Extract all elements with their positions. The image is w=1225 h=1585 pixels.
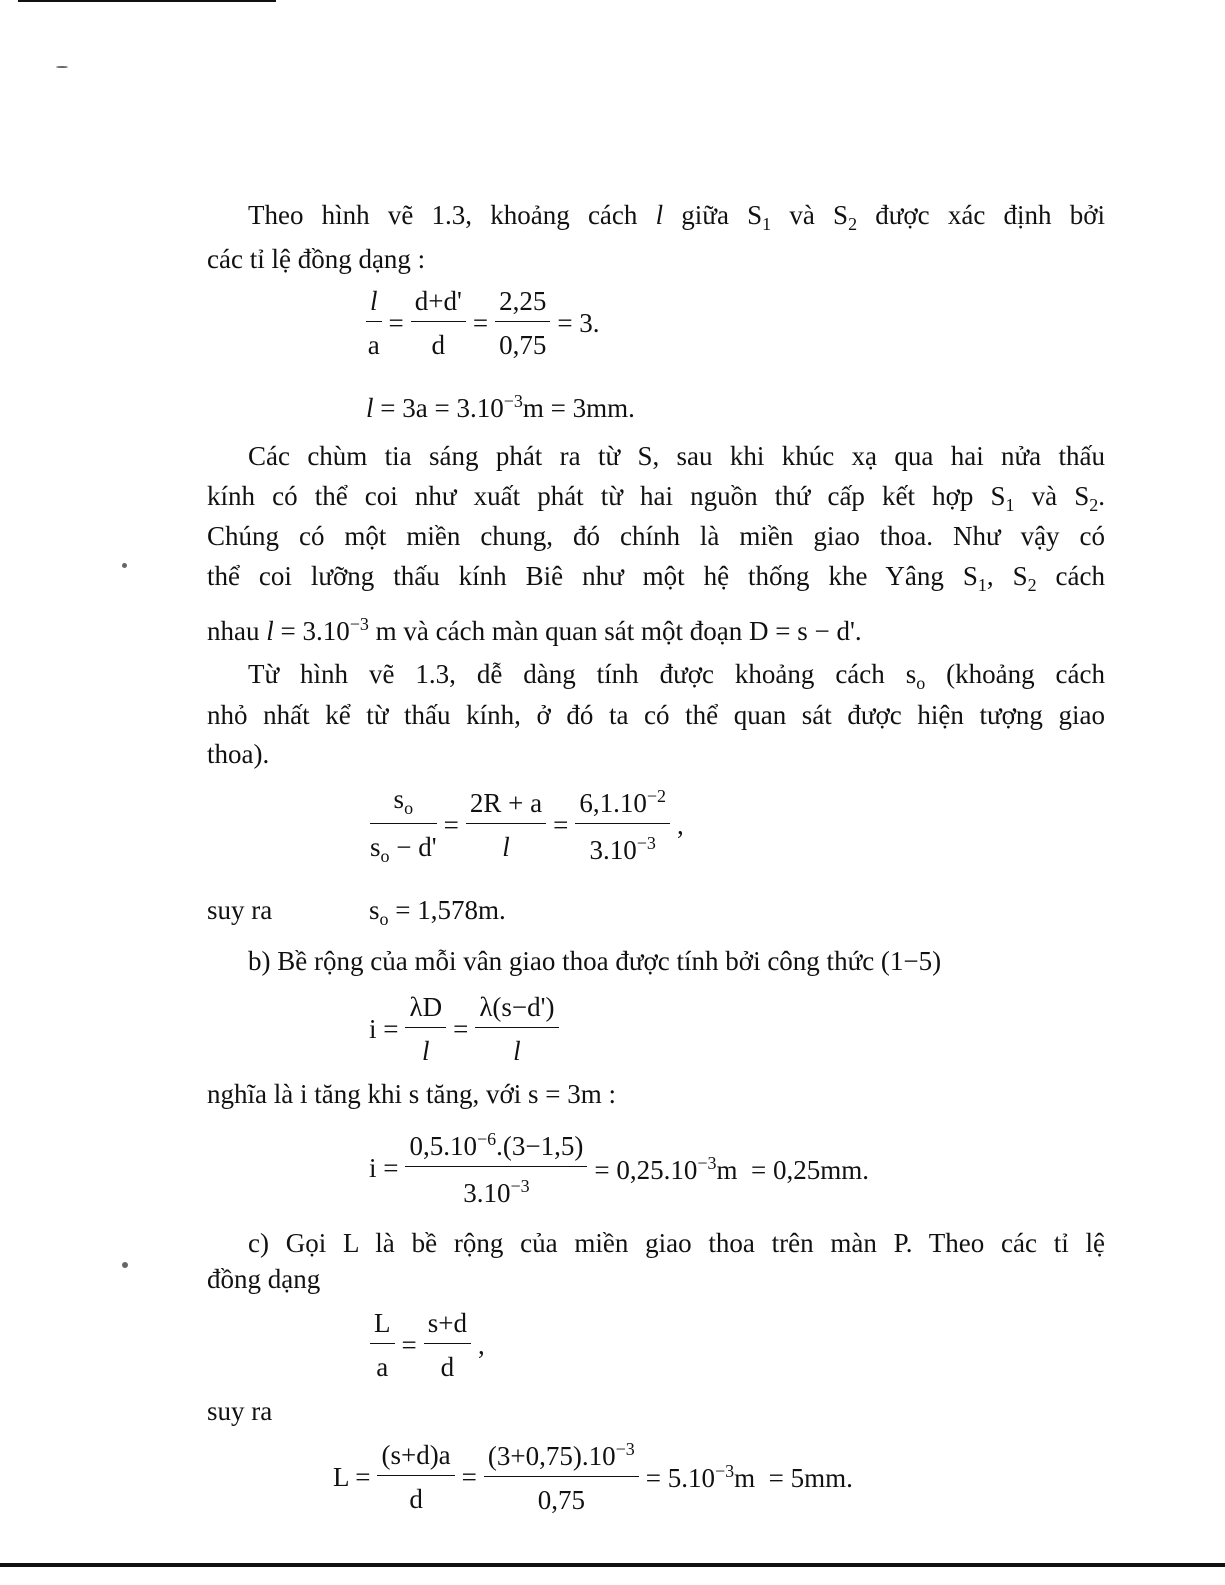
eq7-lhs-num: L bbox=[370, 1310, 395, 1344]
eq5-mid-num: λD bbox=[405, 994, 446, 1028]
paragraph-3-line-2: nhỏ nhất kể từ thấu kính, ở đó ta có thể quan sát được hiện tượng giao bbox=[207, 700, 1105, 730]
eq5-lhs: i = bbox=[369, 1014, 399, 1044]
equation-so-result: $s_o = 1,578m$. bbox=[369, 895, 506, 929]
eq1-rhs-den: 0,75 bbox=[499, 330, 547, 360]
paragraph-2-line-2: kính có thể coi như xuất phát từ hai nguồn thứ cấp kết hợp $S_1$ và $S_2$. bbox=[207, 481, 1105, 515]
eq7-rhs-den: d bbox=[440, 1352, 455, 1382]
eq8-lhs: L = bbox=[333, 1461, 371, 1492]
eq8-mid-num: (s+d)a bbox=[377, 1442, 454, 1476]
suy-ra-label-2: suy ra bbox=[207, 1396, 273, 1426]
eq1-mid-den: d bbox=[431, 330, 446, 360]
paragraph-3-line-3: thoa). bbox=[207, 739, 270, 769]
bottom-rule bbox=[0, 1563, 1225, 1567]
paragraph-1-line-1: Theo hình vẽ 1.3, khoảng cách l giữa $S_1$ và $S_2$ được xác định bởi bbox=[248, 200, 1106, 234]
eq5-mid-den: l bbox=[422, 1036, 430, 1066]
part-c-line-2: đồng dạng bbox=[207, 1264, 321, 1294]
scan-speck bbox=[56, 66, 68, 68]
eq8-mid-den: d bbox=[409, 1483, 423, 1514]
suy-ra-label-1: suy ra bbox=[207, 895, 273, 925]
paragraph-2-line-5: nhau $l = 3.10^{-3}$ m và cách màn quan sát một đoạn D = s − d'. bbox=[207, 614, 862, 646]
eq1-lhs-den: a bbox=[367, 330, 380, 360]
paragraph-3-line-1: Từ hình vẽ 1.3, dễ dàng tính được khoảng cách $s_o$ (khoảng cách bbox=[248, 659, 1106, 693]
equation-similarity-ratio: $\frac{l}{a}$ = $\frac{d+d'}{d}$ = $\frac{2,25}{0,75}$ = 3. bbox=[367, 286, 600, 360]
eq7-rhs-num: s+d bbox=[424, 1310, 471, 1344]
paragraph-2-line-3: Chúng có một miền chung, đó chính là miền giao thoa. Như vậy có bbox=[207, 521, 1105, 551]
eq1-result: = 3. bbox=[557, 308, 600, 338]
equation-fringe-width-value: i = $\frac{0,5.10^{-6}.(3-1,5)}{3.10^{-3}}$ = $0,25.10^{-3}m = 0,25mm$. bbox=[369, 1129, 869, 1208]
scan-speck bbox=[122, 563, 127, 568]
equation-interference-width: L = $\frac{(s+d)a}{d}$ = $\frac{(3+0,75).10^{-3}}{0,75}$ = $5.10^{-3}m = 5mm$. bbox=[333, 1439, 853, 1515]
eq5-rhs-den: l bbox=[513, 1036, 521, 1066]
eq1-mid-num: d+d' bbox=[411, 288, 466, 322]
eq3-mid-num: 2R + a bbox=[466, 790, 546, 824]
eq5-rhs-num: λ(s−d') bbox=[475, 994, 558, 1028]
equation-width-ratio: $\frac{L}{a}$ = $\frac{s+d}{d}$ , bbox=[366, 1310, 488, 1381]
top-rule bbox=[18, 0, 276, 2]
paragraph-2-line-1: Các chùm tia sáng phát ra từ S, sau khi khúc xạ qua hai nửa thấu bbox=[248, 441, 1105, 471]
paragraph-1-line-2: các tỉ lệ đồng dạng : bbox=[207, 244, 426, 274]
paragraph-2-line-4: thể coi lưỡng thấu kính Biê như một hệ thống khe Yâng $S_1$, $S_2$ cách bbox=[207, 561, 1105, 595]
scan-speck bbox=[122, 1262, 128, 1268]
eq6-lhs: i = bbox=[369, 1153, 399, 1183]
equation-fringe-width: i = $\frac{\lambda D}{l}$ = $\frac{\lambda(s-d')}{l}$ bbox=[366, 994, 563, 1065]
eq3-mid-den: l bbox=[502, 832, 510, 862]
eq8-rhs-den: 0,75 bbox=[537, 1485, 585, 1515]
eq1-lhs-num: l bbox=[370, 286, 378, 316]
part-b-line-2: nghĩa là i tăng khi s tăng, với s = 3m : bbox=[207, 1079, 616, 1109]
eq7-lhs-den: a bbox=[376, 1352, 389, 1382]
part-c-line-1: c) Gọi L là bề rộng của miền giao thoa trên màn P. Theo các tỉ lệ bbox=[248, 1228, 1105, 1258]
equation-min-distance-ratio: $\frac{s_o}{s_o - d'}$ = $\frac{2R + a}{l}$ = $\frac{6,1.10^{-2}}{3.10^{-3}}$ , bbox=[370, 784, 684, 866]
part-b-line-1: b) Bề rộng của mỗi vân giao thoa được tính bởi công thức (1−5) bbox=[248, 946, 942, 976]
eq1-rhs-num: 2,25 bbox=[495, 288, 550, 322]
equation-slit-distance: $l = 3a = 3.10^{-3}m = 3mm$. bbox=[366, 391, 635, 423]
